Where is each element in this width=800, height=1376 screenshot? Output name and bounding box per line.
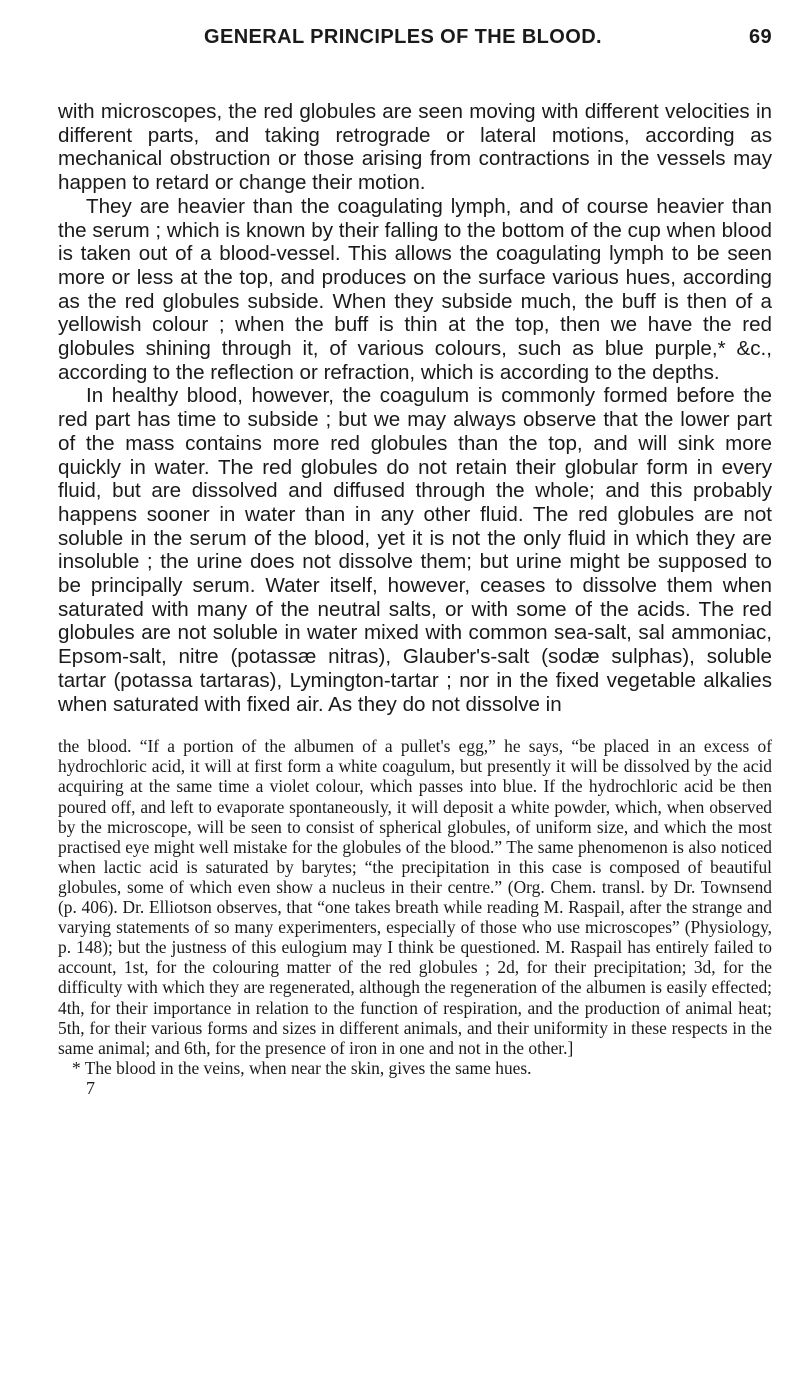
running-title: GENERAL PRINCIPLES OF THE BLOOD. <box>204 26 603 48</box>
signature-mark: 7 <box>86 1077 95 1098</box>
body-paragraph: They are heavier than the coagulating lymph, and of course heavier than the serum ; which is known by their falling to the bottom of the cup when blood is taken out of a blood-vessel. This allows the coagulating lymph to be seen more or less at the top, and produces on the surface various hues, according as the red globules subside. When they subside much, the buff is then of a yellowish colour ; when the buff is thin at the top, then we have the red globules shining through it, of various colours, such as blue purple,* &c., according to the reflection or refraction, which is according to the depths. <box>58 194 772 384</box>
running-head <box>58 22 772 62</box>
book-page <box>58 22 772 1098</box>
main-text <box>58 100 772 716</box>
body-paragraph: In healthy blood, however, the coagulum is commonly formed before the red part has time to subside ; but we may always observe that the lower part of the mass contains more red globules than the top, and will sink more quickly in water. The red globules do not retain their globular form in every fluid, but are dissolved and diffused through the whole; and this probably happens sooner in water than in any other fluid. The red globules are not soluble in the serum of the blood, yet it is not the only fluid in which they are insoluble ; the urine does not dissolve them; but urine might be supposed to be principally serum. Water itself, however, ceases to dissolve them when saturated with many of the neutral salts, or with some of the acids. The red globules are not soluble in water mixed with common sea-salt, sal ammoniac, Epsom-salt, nitre (potassæ nitras), Glauber's-salt (sodæ sulphas), soluble tartar (potassa tartaras), Lymington-tartar ; nor in the fixed vegetable alkalies when saturated with fixed air. As they do not dissolve in <box>58 384 772 716</box>
page-number: 69 <box>748 26 772 48</box>
footnotes <box>58 736 772 1078</box>
footnote: * The blood in the veins, when near the skin, gives the same hues. <box>72 1057 532 1078</box>
editor-note-continued: the blood. “If a portion of the albumen of a pullet's egg,” he says, “be placed in an excess of hydrochloric acid, it will at first form a white coagulum, but presently it will be dissolved by the acid acquiring at the same time a violet colour, which passes into blue. If the hydrochloric acid be then poured off, and left to evaporate spontaneously, it will deposit a white powder, which, when observed by the microscope, will be seen to consist of spherical globules, of uniform size, and which the most practised eye might well mistake for the globules of the blood.” The same phenomenon is also noticed when lactic acid is saturated by barytes; “the precipitation in this case is composed of beautiful globules, some of which even show a nucleus in their centre.” (Org. Chem. transl. by Dr. Townsend (p. 406). Dr. Elliotson observes, that “one takes breath while reading M. Raspail, after the strange and varying statements of so many experimenters, especially of those who use microscopes” (Physiology, p. 148); but the justness of this eulogium may I think be questioned. M. Raspail has entirely failed to account, 1st, for the colouring matter of the red globules ; 2d, for their precipitation; 3d, for the difficulty with which they are regenerated, although the regeneration of the albumen is easily effected; 4th, for their importance in relation to the function of respiration, and the production of animal heat; 5th, for their various forms and sizes in different animals, and their uniformity in these respects in the same animal; and 6th, for the presence of iron in one and not in the other.] <box>58 736 772 1058</box>
body-paragraph: with microscopes, the red globules are seen moving with different velocities in different parts, and taking retrograde or lateral motions, according as mechanical obstruction or those arising from contractions in the vessels may happen to retard or change their motion. <box>58 100 772 195</box>
